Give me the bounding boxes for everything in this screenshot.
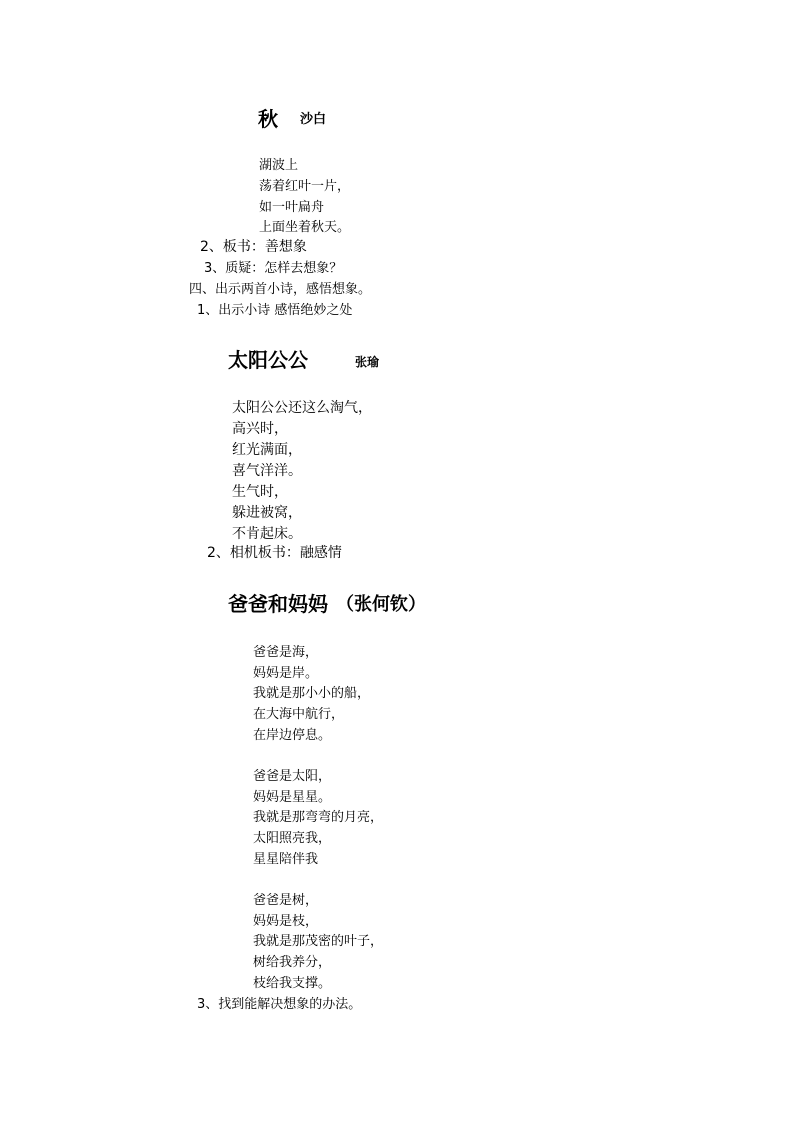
- poem-body: [259, 156, 350, 239]
- poem-stanza: [253, 643, 370, 746]
- poem-line: 红光满面，: [232, 442, 302, 458]
- poem-stanza: [253, 891, 383, 994]
- poem-line: 在大海中航行，: [253, 707, 345, 723]
- poem-line: 躲进被窝，: [232, 505, 302, 521]
- poem-line: 妈妈是星星。: [253, 789, 332, 805]
- poem-line: 爸爸是海，: [253, 645, 319, 660]
- poem-stanza: [253, 767, 383, 870]
- poem-line: 妈妈是枝，: [253, 913, 319, 929]
- poem-line: 我就是那茂密的叶子，: [253, 934, 384, 950]
- poem-line: 上面坐着秋天。: [259, 220, 351, 236]
- poem-line: 爸爸是树，: [253, 893, 319, 908]
- poem-author: 张瑜: [355, 355, 380, 369]
- step-text: 2、相机板书：融感情: [207, 545, 342, 561]
- poem-line: 树给我养分，: [253, 955, 332, 971]
- poem-line: 不肯起床。: [232, 526, 302, 542]
- poem-author: （张何钦）: [336, 594, 426, 615]
- poem-line: 爸爸是太阳，: [253, 769, 332, 784]
- poem-title: 爸爸和妈妈: [228, 592, 328, 616]
- poem-author: 沙白: [300, 112, 327, 127]
- step-text: 1、出示小诗 感悟绝妙之处: [197, 303, 353, 318]
- step-text: 3、质疑：怎样去想象？: [204, 261, 343, 276]
- poem-line: 湖波上: [259, 158, 299, 173]
- poem-line: 喜气洋洋。: [232, 463, 302, 479]
- poem-line: 荡着红叶一片，: [259, 178, 351, 194]
- poem-title: 秋: [258, 107, 278, 131]
- poem-line: 太阳公公还这么淘气，: [232, 400, 372, 416]
- poem-line: 枝给我支撑。: [253, 975, 332, 991]
- step-text: 3、找到能解决想象的办法。: [197, 997, 362, 1012]
- poem-title: 太阳公公: [228, 348, 308, 372]
- step-text: 2、板书：善想象: [200, 239, 307, 255]
- poem-line: 生气时，: [232, 484, 288, 500]
- poem-line: 太阳照亮我，: [253, 831, 332, 847]
- section-heading: 四、出示两首小诗，感悟想象。: [189, 282, 372, 297]
- poem-line: 在岸边停息。: [253, 727, 332, 743]
- poem-line: 我就是那小小的船，: [253, 686, 371, 702]
- poem-line: 妈妈是岸。: [253, 665, 319, 681]
- poem-line: 高兴时，: [232, 421, 288, 437]
- poem-line: 星星陪伴我: [253, 851, 319, 867]
- poem-body: [232, 398, 372, 545]
- poem-line: 我就是那弯弯的月亮，: [253, 810, 384, 826]
- poem-line: 如一叶扁舟: [259, 199, 325, 215]
